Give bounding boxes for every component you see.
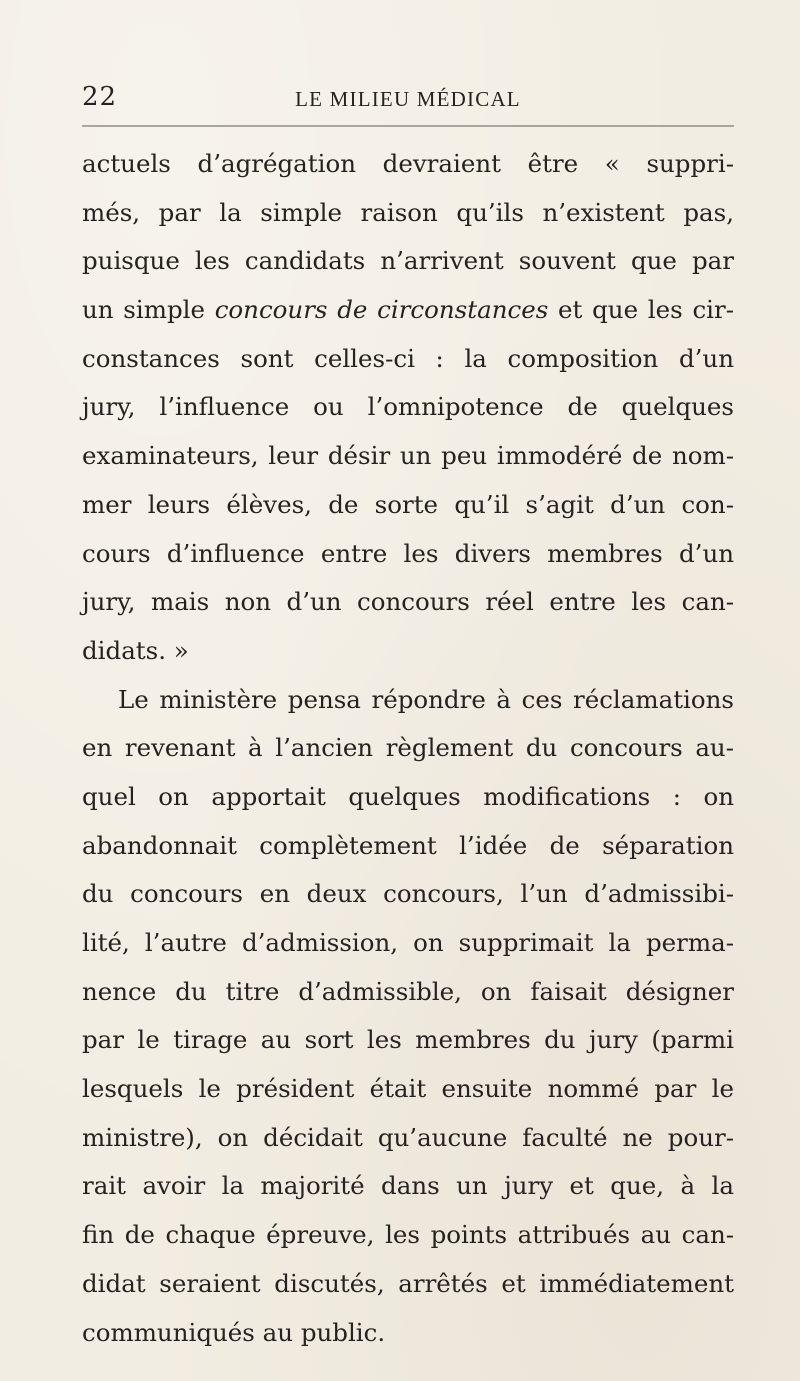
text-fragment: et que les cir- [548, 295, 734, 325]
text-line: quel on apportait quelques modifications : on [82, 781, 734, 811]
text-line: abandonnait complètement l’idée de séparation [82, 830, 734, 860]
text-line: du concours en deux concours, l’un d’admissibi- [82, 879, 734, 909]
header-rule [82, 125, 734, 127]
text-line: nence du titre d’admissible, on faisait désigner [82, 976, 734, 1006]
paragraph-first-line: Le ministère pensa répondre à ces réclamations [118, 684, 734, 714]
text-line: fin de chaque épreuve, les points attribués au can- [82, 1220, 734, 1250]
body-text [82, 140, 734, 1357]
text-line: ministre), on décidait qu’aucune faculté ne pour- [82, 1122, 734, 1152]
italic-phrase: concours de circonstances [214, 295, 549, 325]
text-line: lité, l’autre d’admission, on supprimait la perma- [82, 928, 734, 957]
text-line: examinateurs, leur désir un peu immodéré de nom- [82, 441, 734, 471]
page-number: 22 [82, 82, 118, 112]
text-line: jury, l’influence ou l’omnipotence de quelques [82, 392, 734, 422]
text-line: didat seraient discutés, arrêtés et immédiatement [82, 1268, 734, 1298]
text-line: puisque les candidats n’arrivent souvent que par [82, 246, 734, 276]
page-header [82, 80, 734, 114]
text-line: cours d’influence entre les divers membres d’un [82, 538, 734, 568]
text-line: més, par la simple raison qu’ils n’existent pas, [82, 197, 734, 227]
text-line: jury, mais non d’un concours réel entre les can- [82, 587, 734, 617]
text-line: actuels d’agrégation devraient être « suppri- [82, 149, 734, 178]
text-line: rait avoir la majorité dans un jury et que, à la [82, 1171, 734, 1201]
text-line: communiqués au public. [82, 1317, 386, 1347]
text-line: didats. » [82, 635, 189, 665]
text-line: mer leurs élèves, de sorte qu’il s’agit d’un con- [82, 489, 734, 519]
text-line: lesquels le président était ensuite nommé par le [82, 1074, 734, 1104]
text-line [82, 286, 734, 335]
running-title: LE MILIEU MÉDICAL [295, 87, 521, 111]
text-line: en revenant à l’ancien règlement du concours au- [82, 733, 734, 763]
text-line: par le tirage au sort les membres du jury (parmi [82, 1025, 734, 1055]
text-line: constances sont celles-ci : la composition d’un [82, 343, 734, 373]
text-fragment: un simple [82, 295, 215, 325]
